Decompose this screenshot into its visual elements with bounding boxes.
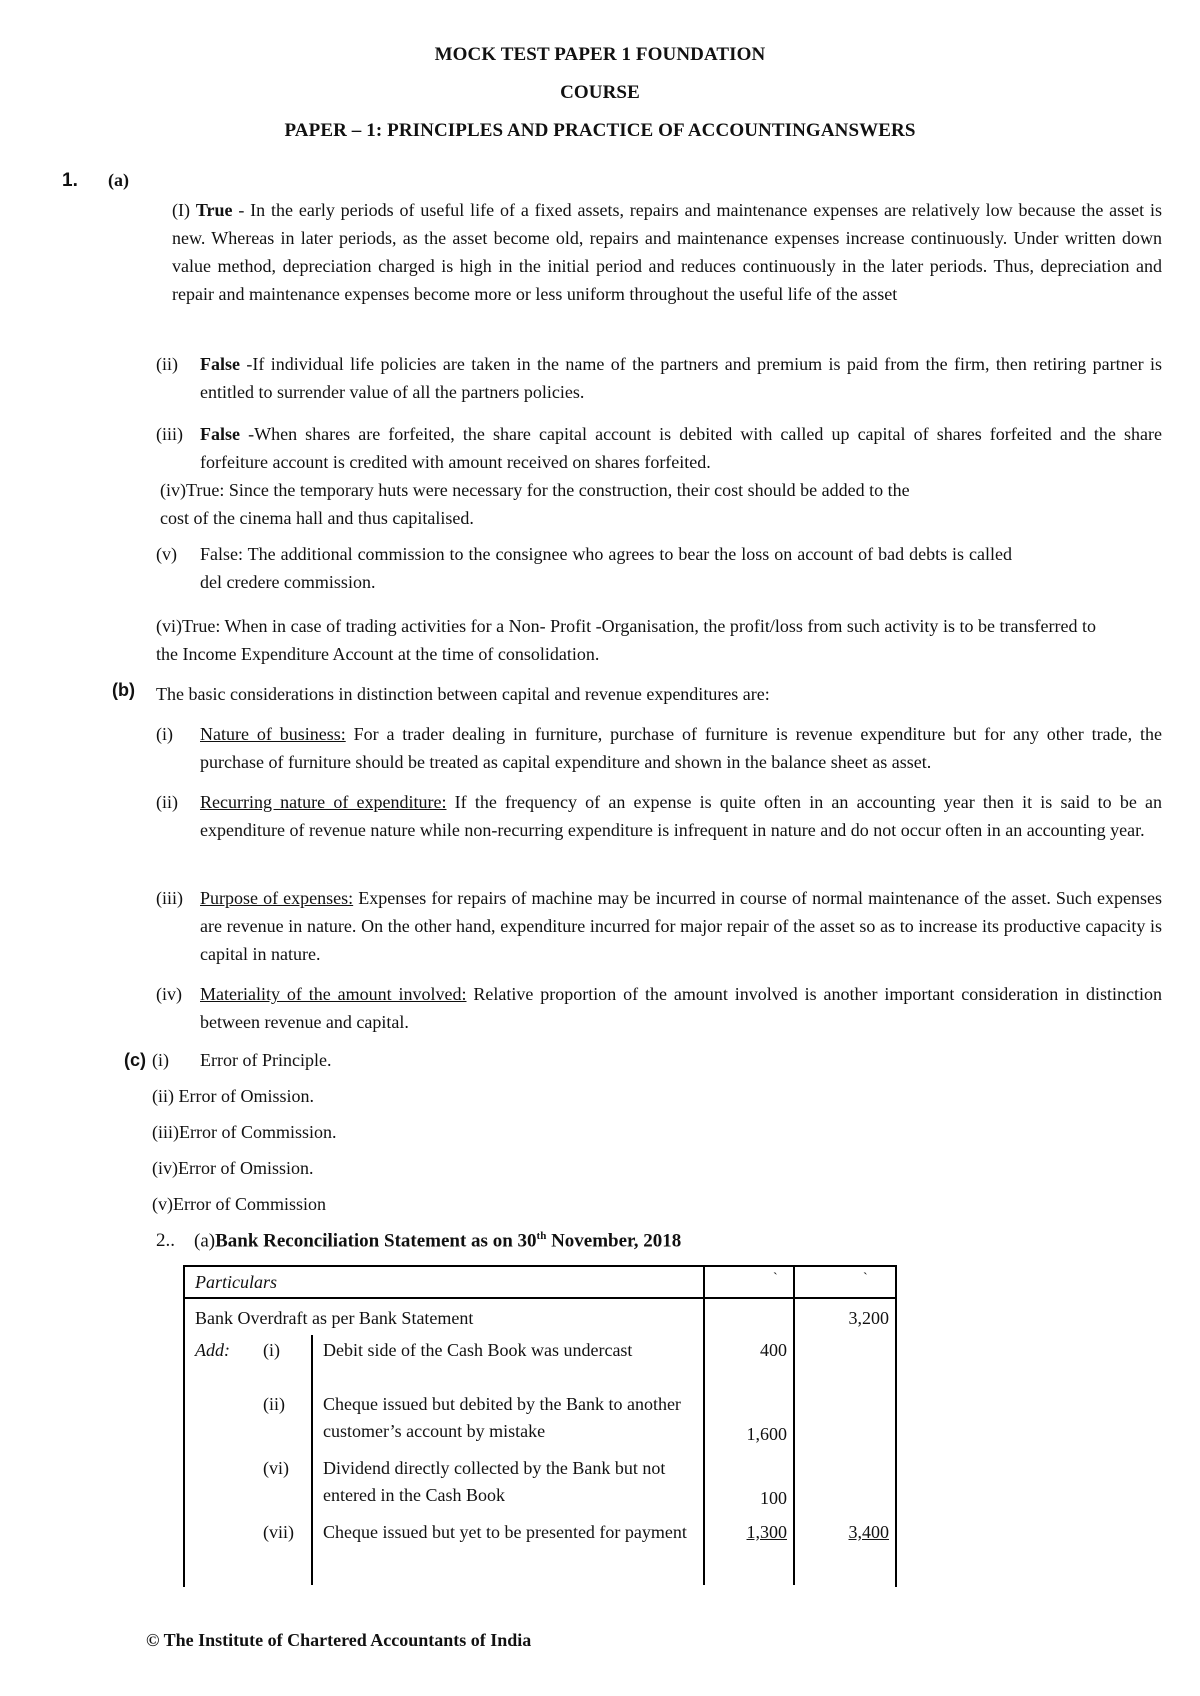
row-1-desc: Debit side of the Cash Book was undercast — [323, 1340, 633, 1360]
header-particulars: Particulars — [195, 1272, 278, 1292]
a-item-3: (iii) False -When shares are forfeited, the share capital account is debited with called up capital of shares forfeited and the share forfeiture account is credited with amount received on shares forfeited. — [156, 424, 1162, 472]
row-4-total: 3,400 — [848, 1522, 889, 1542]
part-c-label: (c) — [124, 1050, 146, 1070]
row-2-ref: (ii) — [263, 1394, 285, 1414]
a-item-1: (I) True - In the early periods of useful life of a fixed assets, repairs and maintenance expenses are relatively low because the asset is new. Whereas in later periods, as the asset become old, repairs and maintenance expenses increase continuously. Under written down value method, depreciation charged is high in the initial period and reduces continuously in the later periods. Thus, depreciation and repair and maintenance expenses become more or less uniform throughout the useful life of the asset — [172, 200, 1162, 304]
paper-subtitle: PAPER – 1: PRINCIPLES AND PRACTICE OF ACCOUNTINGANSWERS — [284, 120, 916, 141]
bank-reconciliation-table — [183, 1265, 895, 1585]
col-divider-2 — [793, 1265, 795, 1585]
row-4-amount: 1,300 — [746, 1522, 787, 1542]
c-item-5: (v)Error of Commission — [152, 1194, 326, 1214]
b-item-4: (iv) Materiality of the amount involved: Relative proportion of the amount involved is another important consideration in distinction between revenue and capital. — [156, 984, 1162, 1032]
opening-balance-value: 3,200 — [848, 1308, 889, 1328]
row-1-ref: (i) — [263, 1340, 280, 1360]
paper-course: COURSE — [560, 82, 640, 103]
c-item-2: (ii) Error of Omission. — [152, 1086, 314, 1106]
row-1-amount: 400 — [760, 1340, 787, 1360]
row-2-desc: Cheque issued but debited by the Bank to another customer’s account by mistake — [323, 1394, 681, 1441]
b-item-2: (ii) Recurring nature of expenditure: If the frequency of an expense is quite often in an accounting year then it is said to be an expenditure of revenue nature while non-recurring expenditure is infrequent in nature and do not occur often in an accounting year. — [156, 792, 1162, 840]
row-2-amount: 1,600 — [746, 1424, 787, 1444]
a-item-4: (iv)True: Since the temporary huts were necessary for the construction, their cost should be added to the cost of the cinema hall and thus capitalised. — [160, 480, 910, 528]
row-3-amount: 100 — [760, 1488, 787, 1508]
a-item-2: (ii) False -If individual life policies are taken in the name of the partners and premium is paid from the firm, then retiring partner is entitled to surrender value of all the partners policies. — [156, 354, 1162, 402]
a-item-5: (v) False: The additional commission to the consignee who agrees to bear the loss on account of bad debts is called del credere commission. — [156, 544, 1012, 592]
question-1-number: 1. — [62, 170, 78, 191]
opening-balance-label: Bank Overdraft as per Bank Statement — [195, 1308, 474, 1328]
b-item-1: (i) Nature of business: For a trader dealing in furniture, purchase of furniture is revenue expenditure but for any other trade, the purchase of furniture should be treated as capital expenditure and shown in the balance sheet as asset. — [156, 724, 1162, 772]
q2-title: (a)Bank Reconciliation Statement as on 30th November, 2018 — [194, 1230, 682, 1252]
desc-divider — [311, 1335, 313, 1585]
c-item-3: (iii)Error of Commission. — [152, 1122, 337, 1142]
col-divider-1 — [703, 1265, 705, 1585]
header-col1-symbol: ` — [773, 1271, 778, 1286]
c-item-1-text: Error of Principle. — [200, 1050, 332, 1070]
c-item-4: (iv)Error of Omission. — [152, 1158, 314, 1178]
question-2-number: 2.. — [156, 1230, 175, 1251]
add-label: Add: — [195, 1340, 230, 1360]
part-b-label: (b) — [112, 680, 135, 700]
header-col2-symbol: ` — [863, 1271, 868, 1286]
c-item-1-label: (i) — [152, 1050, 169, 1070]
row-3-desc: Dividend directly collected by the Bank but not entered in the Cash Book — [323, 1458, 666, 1505]
row-4-ref: (vii) — [263, 1522, 294, 1542]
b-item-3: (iii) Purpose of expenses: Expenses for repairs of machine may be incurred in course of normal maintenance of the asset. Such expenses are revenue in nature. On the other hand, expenditure incurred for major repair of the asset so as to increase its productive capacity is capital in nature. — [156, 888, 1162, 964]
row-3-ref: (vi) — [263, 1458, 289, 1478]
a-item-6: (vi)True: When in case of trading activities for a Non- Profit -Organisation, the profit/loss from such activity is to be transferred to the Income Expenditure Account at the time of consolidation. — [156, 616, 1096, 664]
paper-title: MOCK TEST PAPER 1 FOUNDATION — [434, 44, 766, 65]
part-b-intro: The basic considerations in distinction between capital and revenue expenditures are: — [156, 684, 770, 704]
row-4-desc: Cheque issued but yet to be presented for payment — [323, 1522, 687, 1542]
header-divider — [183, 1297, 895, 1299]
verdict: True — [195, 200, 233, 220]
part-a-label: (a) — [108, 170, 129, 190]
footer-copyright: © The Institute of Chartered Accountants of India — [146, 1630, 532, 1650]
